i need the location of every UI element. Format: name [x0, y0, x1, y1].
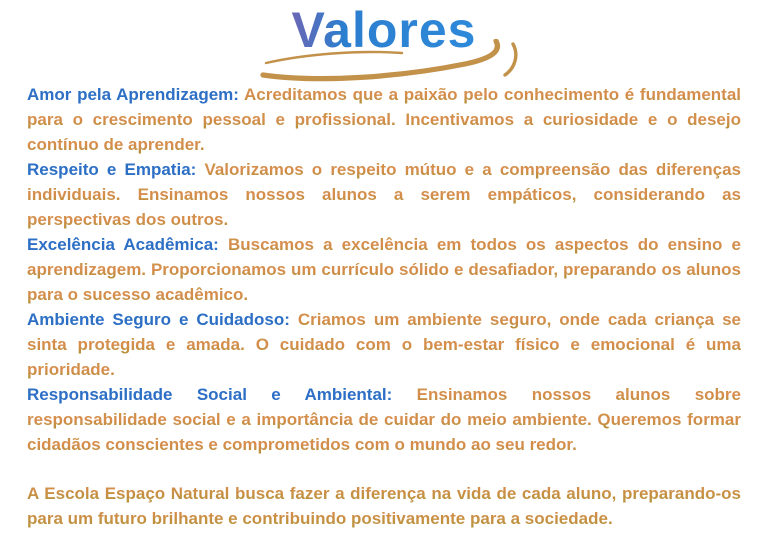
value-lead: Respeito e Empatia: — [27, 160, 197, 179]
page-header — [0, 0, 768, 76]
value-body: Valorizamos o respeito mútuo e a compreensão das diferenças individuais. Ensinamos nossos alunos a serem empáticos, considerando as perspectivas dos outros. — [27, 160, 741, 229]
values-content — [0, 76, 768, 531]
value-item — [27, 232, 741, 307]
value-item — [27, 157, 741, 232]
closing-text: A Escola Espaço Natural busca fazer a diferença na vida de cada aluno, preparando-os para um futuro brilhante e contribuindo positivamente para a sociedade. — [27, 484, 741, 528]
value-body: Acreditamos que a paixão pelo conhecimento é fundamental para o crescimento pessoal e profissional. Incentivamos a curiosidade e o desejo contínuo de aprender. — [27, 85, 741, 154]
closing-paragraph — [27, 481, 741, 531]
page-title: Valores — [291, 2, 477, 58]
value-item — [27, 382, 741, 457]
value-body: Buscamos a excelência em todos os aspectos do ensino e aprendizagem. Proporcionamos um currículo sólido e desafiador, preparando os alunos para o sucesso acadêmico. — [27, 235, 741, 304]
value-item — [27, 307, 741, 382]
value-lead: Amor pela Aprendizagem: — [27, 85, 239, 104]
value-body: Criamos um ambiente seguro, onde cada criança se sinta protegida e amada. O cuidado com o bem-estar físico e emocional é uma prioridade. — [27, 310, 741, 379]
value-body: Ensinamos nossos alunos sobre responsabilidade social e a importância de cuidar do meio ambiente. Queremos formar cidadãos conscientes e comprometidos com o mundo ao seu redor. — [27, 385, 741, 454]
title-wrap — [292, 4, 477, 56]
value-lead: Ambiente Seguro e Cuidadoso: — [27, 310, 290, 329]
value-lead: Responsabilidade Social e Ambiental: — [27, 385, 393, 404]
value-lead: Excelência Acadêmica: — [27, 235, 219, 254]
value-item — [27, 82, 741, 157]
